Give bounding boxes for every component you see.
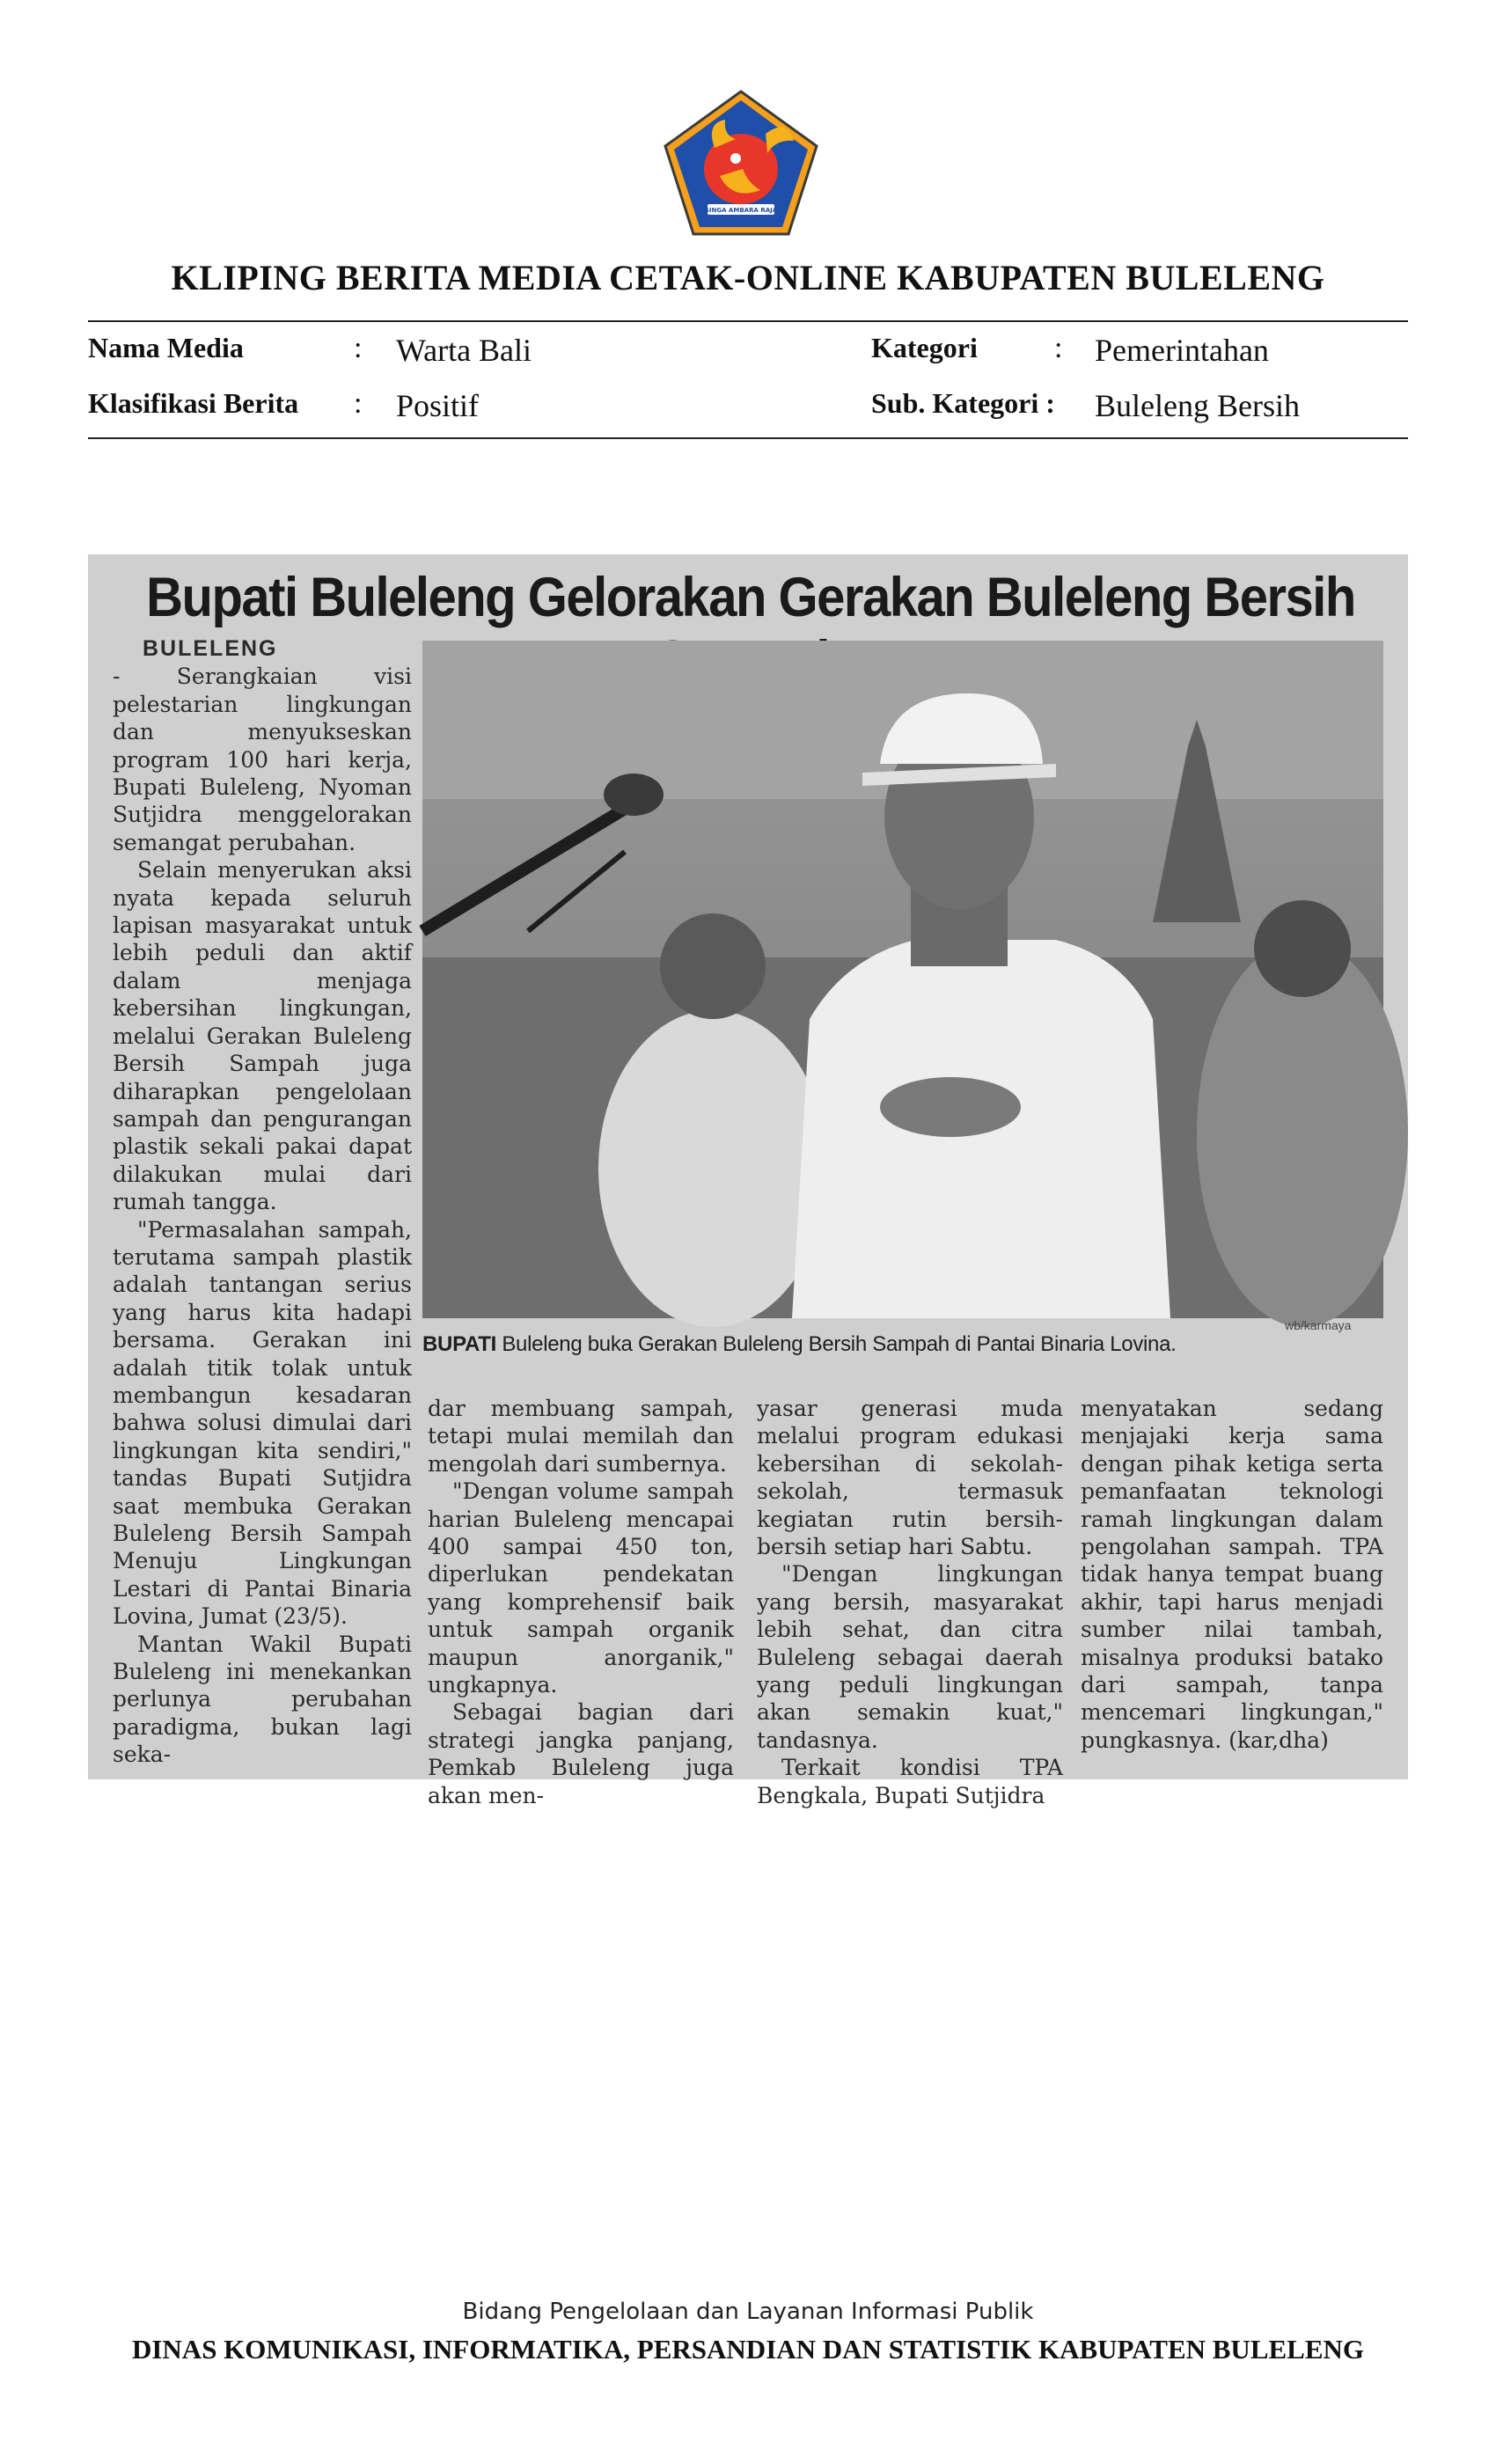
article-paragraph: "Dengan lingkungan yang bersih, masyarakat lebih sehat, dan citra Buleleng sebagai daerah yang peduli lingkungan akan semakin kuat," tandasnya. [757,1561,1063,1753]
article-paragraph: menyatakan sedang menjajaki kerja sama dengan pihak ketiga serta pemanfaatan teknologi ramah lingkungan dalam pengolahan sampah. TPA tidak hanya tempat buang akhir, tapi harus menjadi sumber nilai tambah, misalnya produksi batako dari sampah, tanpa mencemari lingkungan," pungkasnya. (kar,dha) [1081,1396,1383,1753]
subkategori-value: Buleleng Bersih [1095,388,1300,423]
klasifikasi-colon: : [354,387,363,420]
subkategori-label: Sub. Kategori : [871,387,1055,419]
article-paragraph: Terkait kondisi TPA Bengkala, Bupati Sutjidra [757,1755,1063,1808]
article-paragraph: Selain menyerukan aksi nyata kepada seluruh lapisan masyarakat untuk lebih peduli dan aktif dalam menjaga kebersihan lingkungan, melalui Gerakan Buleleng Bersih Sampah juga diharapkan pengelolaan sampah dan pengurangan plastik sekali pakai dapat dilakukan mulai dari rumah tangga. [113,857,412,1215]
article-column-1 [113,635,412,1769]
article-paragraph: Sebagai bagian dari strategi jangka panjang, Pemkab Buleleng juga akan men- [428,1699,734,1808]
caption-lead: BUPATI [422,1332,496,1356]
media-value: Warta Bali [396,333,532,368]
photo-credit: wb/karmaya [1285,1318,1352,1332]
klasifikasi-label: Klasifikasi Berita [88,387,299,419]
header-rule-bottom [88,437,1408,439]
article-paragraph: dar membuang sampah, tetapi mulai memilah dan mengolah dari sumbernya. [428,1396,734,1477]
article-dateline: BULELENG [143,636,278,661]
klasifikasi-value: Positif [396,388,480,423]
article-paragraph: - Serangkaian visi pelestarian lingkungan dan menyukseskan program 100 hari kerja, Bupati Buleleng, Nyoman Sutjidra menggelorakan semangat perubahan. [113,664,412,855]
article-paragraph: yasar generasi muda melalui program edukasi kebersihan di sekolah-sekolah, termasuk kegiatan rutin bersih-bersih setiap hari Sabtu. [757,1396,1063,1560]
article-column-4 [1081,1395,1383,1754]
kabupaten-buleleng-logo [662,88,820,238]
article-headline: Bupati Buleleng Gelorakan Gerakan Buleleng Bersih [146,566,1355,628]
kategori-value: Pemerintahan [1095,333,1269,368]
footer-department: Bidang Pengelolaan dan Layanan Informasi Publik [462,2299,1034,2325]
media-colon: : [354,332,363,364]
page-title: KLIPING BERITA MEDIA CETAK-ONLINE KABUPATEN BULELENG [171,258,1325,297]
photo-caption [422,1332,1383,1357]
newspaper-clipping [88,554,1408,1808]
header-rule-top [88,320,1408,322]
media-label: Nama Media [88,332,244,363]
article-column-3 [757,1395,1063,1809]
article-paragraph: Mantan Wakil Bupati Buleleng ini menekankan perlunya perubahan paradigma, bukan lagi seka- [113,1631,412,1768]
kategori-label: Kategori [871,332,978,363]
kategori-colon: : [1054,332,1063,364]
article-photo [422,641,1383,1318]
caption-text: Buleleng buka Gerakan Buleleng Bersih Sampah di Pantai Binaria Lovina. [495,1332,1177,1356]
logo-motto: SINGA AMBARA RAJA [704,207,778,214]
article-column-2 [428,1395,734,1809]
footer-agency: DINAS KOMUNIKASI, INFORMATIKA, PERSANDIAN DAN STATISTIK KABUPATEN BULELENG [131,2334,1365,2365]
article-paragraph: "Permasalahan sampah, terutama sampah plastik adalah tantangan serius yang harus kita hadapi bersama. Gerakan ini adalah titik tolak untuk membangun kesadaran bahwa solusi dimulai dari lingkungan kita sendiri," tandas Bupati Sutjidra saat membuka Gerakan Buleleng Bersih Sampah Menuju Lingkungan Lestari di Pantai Binaria Lovina, Jumat (23/5). [113,1216,412,1630]
article-paragraph: "Dengan volume sampah harian Buleleng mencapai 400 sampai 450 ton, diperlukan pendekatan yang komprehensif baik untuk sampah organik maupun anorganik," ungkapnya. [428,1478,734,1698]
